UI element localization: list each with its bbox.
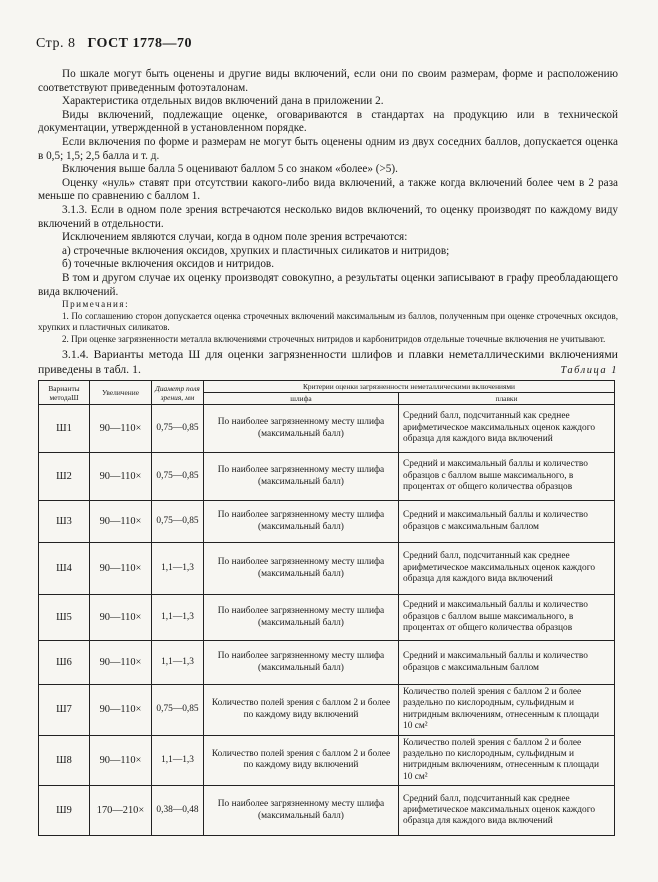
paragraph: Оценку «нуль» ставят при отсутствии какого-либо вида включений, а также когда включений более чем в 2 раза меньше по сравнению с баллом 1. [38, 176, 618, 203]
cell-variant: Ш5 [39, 595, 90, 641]
paragraph: Включения выше балла 5 оценивают баллом 5 со знаком «более» (>5). [62, 163, 398, 176]
cell-magnification: 90—110× [90, 641, 152, 685]
cell-magnification: 90—110× [90, 501, 152, 543]
cell-variant: Ш6 [39, 641, 90, 685]
page-header [36, 36, 192, 52]
page-number: Стр. 8 [36, 36, 76, 51]
body-text [38, 68, 618, 377]
cell-variant: Ш8 [39, 735, 90, 786]
header-variant: Варианты методаШ [39, 381, 90, 405]
cell-section-criterion: По наиболее загрязненному месту шлифа (максимальный балл) [204, 501, 399, 543]
cell-variant: Ш7 [39, 685, 90, 736]
notes-title: Примечания: [62, 299, 130, 310]
cell-heat-criterion: Средний и максимальный баллы и количество образцов с баллом выше максимального, в процентах от общего количества образцов [399, 453, 615, 501]
table-row [39, 735, 615, 786]
cell-variant: Ш3 [39, 501, 90, 543]
cell-variant: Ш4 [39, 543, 90, 595]
cell-heat-criterion: Средний балл, подсчитанный как среднее арифметическое максимальных оценок каждого образца для каждого вида включений [399, 405, 615, 453]
cell-section-criterion: По наиболее загрязненному месту шлифа (максимальный балл) [204, 641, 399, 685]
table-row [39, 405, 615, 453]
cell-diameter: 1,1—1,3 [152, 641, 204, 685]
paragraph: Характеристика отдельных видов включений дана в приложении 2. [62, 95, 384, 108]
clause-3-1-4: 3.1.4. Варианты метода Ш для оценки загрязненности шлифов и плавки неметаллическими включениями приведены в табл. 1. [38, 347, 618, 377]
cell-diameter: 1,1—1,3 [152, 543, 204, 595]
notes-block [38, 299, 618, 345]
table-label: Таблица 1 [560, 365, 618, 376]
cell-heat-criterion: Количество полей зрения с баллом 2 и более раздельно по кислородным, сульфидным и нитридным включениям, отнесенным к площади 10 см² [399, 685, 615, 736]
cell-magnification: 90—110× [90, 543, 152, 595]
paragraph: По шкале могут быть оценены и другие виды включений, если они по своим размерам, форме и расположению соответствуют приведенным фотоэталонам. [38, 68, 618, 94]
cell-diameter: 0,38—0,48 [152, 786, 204, 836]
header-section: шлифа [204, 393, 399, 405]
cell-variant: Ш2 [39, 453, 90, 501]
paragraph: Виды включений, подлежащие оценке, оговариваются в стандартах на продукцию или в технической документации, утвержденной в установленном порядке. [38, 108, 618, 135]
cell-heat-criterion: Средний и максимальный баллы и количество образцов с максимальным баллом [399, 641, 615, 685]
cell-section-criterion: Количество полей зрения с баллом 2 и более по каждому виду включений [204, 735, 399, 786]
cell-heat-criterion: Количество полей зрения с баллом 2 и более раздельно по кислородным, сульфидным и нитридным включениям, отнесенным к площади 10 см² [399, 735, 615, 786]
table-row [39, 501, 615, 543]
cell-diameter: 1,1—1,3 [152, 735, 204, 786]
cell-diameter: 0,75—0,85 [152, 405, 204, 453]
list-item-b: б) точечные включения оксидов и нитридов. [62, 258, 275, 271]
header-criteria: Критерии оценки загрязненности неметаллическими включениями [204, 381, 615, 393]
table-row [39, 685, 615, 736]
header-magnification: Увеличение [90, 381, 152, 405]
cell-diameter: 0,75—0,85 [152, 501, 204, 543]
methods-table [38, 380, 615, 836]
cell-heat-criterion: Средний балл, подсчитанный как среднее арифметическое максимальных оценок каждого образца для каждого вида включений [399, 786, 615, 836]
cell-section-criterion: Количество полей зрения с баллом 2 и более по каждому виду включений [204, 685, 399, 736]
cell-variant: Ш9 [39, 786, 90, 836]
table-row [39, 543, 615, 595]
header-heat: плавки [399, 393, 615, 405]
paragraph: Если включения по форме и размерам не могут быть оценены одним из двух соседних баллов, допускается оценка в 0,5; 1,5; 2,5 балла и т. д. [38, 135, 618, 162]
cell-magnification: 90—110× [90, 595, 152, 641]
cell-heat-criterion: Средний и максимальный баллы и количество образцов с максимальным баллом [399, 501, 615, 543]
cell-variant: Ш1 [39, 405, 90, 453]
cell-magnification: 90—110× [90, 735, 152, 786]
paragraph: Исключением являются случаи, когда в одном поле зрения встречаются: [62, 231, 408, 244]
cell-section-criterion: По наиболее загрязненному месту шлифа (максимальный балл) [204, 543, 399, 595]
cell-diameter: 0,75—0,85 [152, 453, 204, 501]
cell-magnification: 90—110× [90, 405, 152, 453]
cell-heat-criterion: Средний балл, подсчитанный как среднее арифметическое максимальных оценок каждого образца для каждого вида включений [399, 543, 615, 595]
cell-magnification: 170—210× [90, 786, 152, 836]
table-row [39, 641, 615, 685]
cell-section-criterion: По наиболее загрязненному месту шлифа (максимальный балл) [204, 453, 399, 501]
cell-diameter: 1,1—1,3 [152, 595, 204, 641]
header-diameter: Диаметр поля зрения, мм [152, 381, 204, 405]
cell-magnification: 90—110× [90, 453, 152, 501]
cell-section-criterion: По наиболее загрязненному месту шлифа (максимальный балл) [204, 786, 399, 836]
table-row [39, 453, 615, 501]
cell-heat-criterion: Средний и максимальный баллы и количество образцов с баллом выше максимального, в процентах от общего количества образцов [399, 595, 615, 641]
note-1: 1. По соглашению сторон допускается оценка строчечных включений максимальным из баллов, полученным при оценке строчечных оксидов, хрупких и пластичных силикатов. [38, 310, 618, 333]
list-item-a: а) строчечные включения оксидов, хрупких и пластичных силикатов и нитридов; [62, 244, 450, 257]
clause-3-1-3: 3.1.3. Если в одном поле зрения встречаются несколько видов включений, то оценку производят по каждому виду включений в отдельности. [38, 203, 618, 230]
standard-code: ГОСТ 1778—70 [87, 36, 193, 51]
cell-diameter: 0,75—0,85 [152, 685, 204, 736]
table-row [39, 595, 615, 641]
paragraph: В том и другом случае их оценку производят совокупно, а результаты оценки записывают в графу преобладающего вида включений. [38, 271, 618, 298]
table-row [39, 786, 615, 836]
cell-section-criterion: По наиболее загрязненному месту шлифа (максимальный балл) [204, 595, 399, 641]
note-2: 2. При оценке загрязненности металла включениями строчечных нитридов и карбонитридов отдельные точечные включения не учитывают. [62, 333, 606, 344]
cell-section-criterion: По наиболее загрязненному месту шлифа (максимальный балл) [204, 405, 399, 453]
cell-magnification: 90—110× [90, 685, 152, 736]
